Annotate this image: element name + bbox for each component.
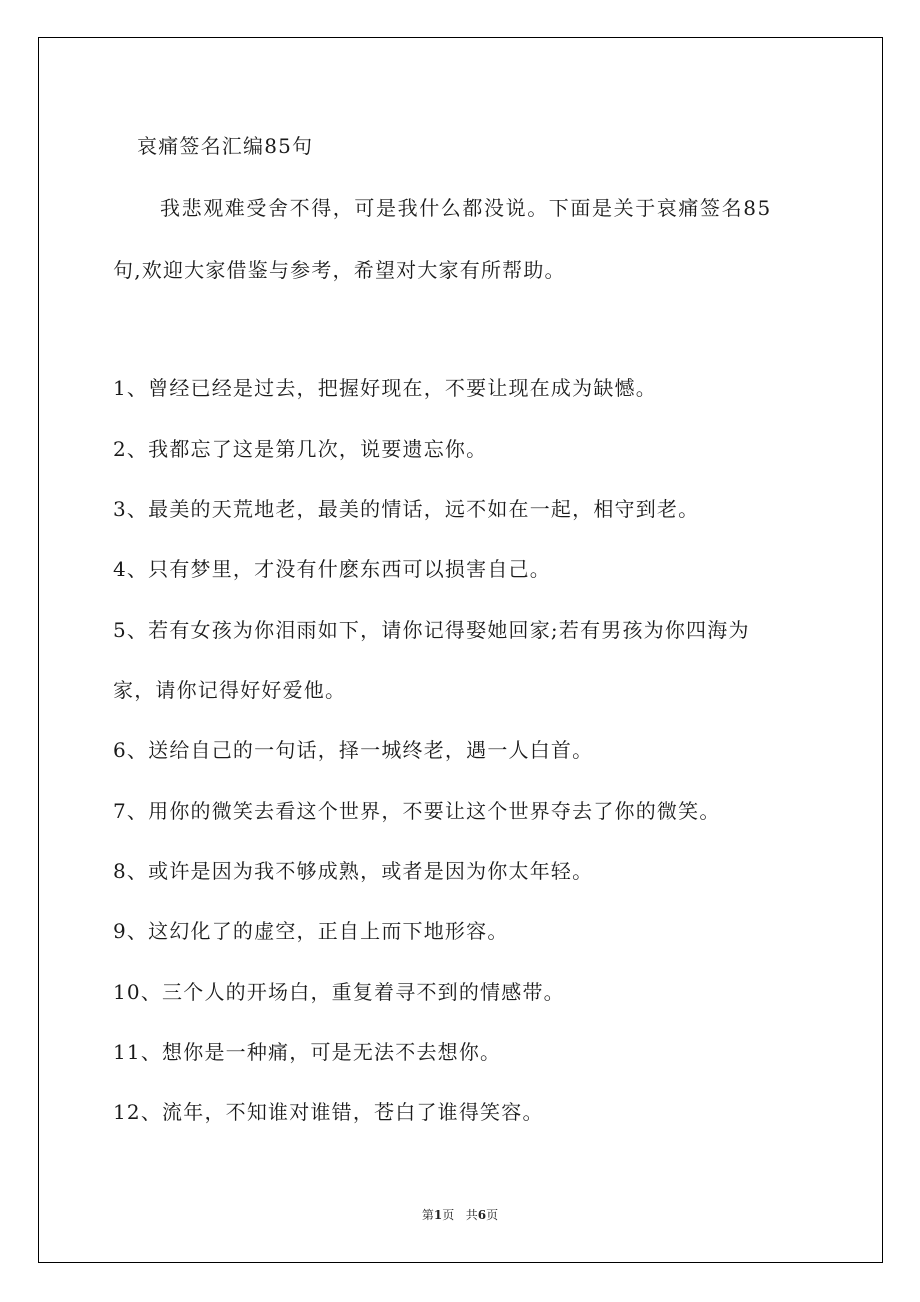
footer-current-page: 1 bbox=[433, 1208, 443, 1222]
list-item: 7、用你的微笑去看这个世界，不要让这个世界夺去了你的微笑。 bbox=[113, 799, 721, 823]
list-item: 11、想你是一种痛，可是无法不去想你。 bbox=[113, 1040, 502, 1064]
footer-mid: 页 共 bbox=[442, 1208, 478, 1222]
list-item: 1、曾经已经是过去，把握好现在，不要让现在成为缺憾。 bbox=[113, 376, 657, 400]
document-title: 哀痛签名汇编85句 bbox=[137, 134, 314, 158]
list-item-continuation: 家，请你记得好好爱他。 bbox=[113, 678, 347, 702]
list-item: 9、这幻化了的虚空，正自上而下地形容。 bbox=[113, 919, 509, 943]
page-footer bbox=[0, 1206, 920, 1223]
footer-prefix: 第 bbox=[421, 1208, 434, 1222]
list-item: 6、送给自己的一句话，择一城终老，遇一人白首。 bbox=[113, 738, 594, 762]
list-item: 12、流年，不知谁对谁错，苍白了谁得笑容。 bbox=[113, 1100, 544, 1124]
list-item: 4、只有梦里，才没有什麽东西可以损害自己。 bbox=[113, 557, 551, 581]
list-item: 2、我都忘了这是第几次，说要遗忘你。 bbox=[113, 437, 488, 461]
list-item: 3、最美的天荒地老，最美的情话，远不如在一起，相守到老。 bbox=[113, 497, 700, 521]
list-item: 8、或许是因为我不够成熟，或者是因为你太年轻。 bbox=[113, 859, 594, 883]
intro-paragraph-line-1: 我悲观难受舍不得，可是我什么都没说。下面是关于哀痛签名85 bbox=[160, 196, 772, 220]
list-item: 10、三个人的开场白，重复着寻不到的情感带。 bbox=[113, 980, 565, 1004]
intro-paragraph-line-2: 句,欢迎大家借鉴与参考，希望对大家有所帮助。 bbox=[113, 258, 566, 282]
footer-suffix: 页 bbox=[486, 1208, 499, 1222]
footer-total-pages: 6 bbox=[477, 1208, 487, 1222]
list-item: 5、若有女孩为你泪雨如下，请你记得娶她回家;若有男孩为你四海为 bbox=[113, 618, 750, 642]
